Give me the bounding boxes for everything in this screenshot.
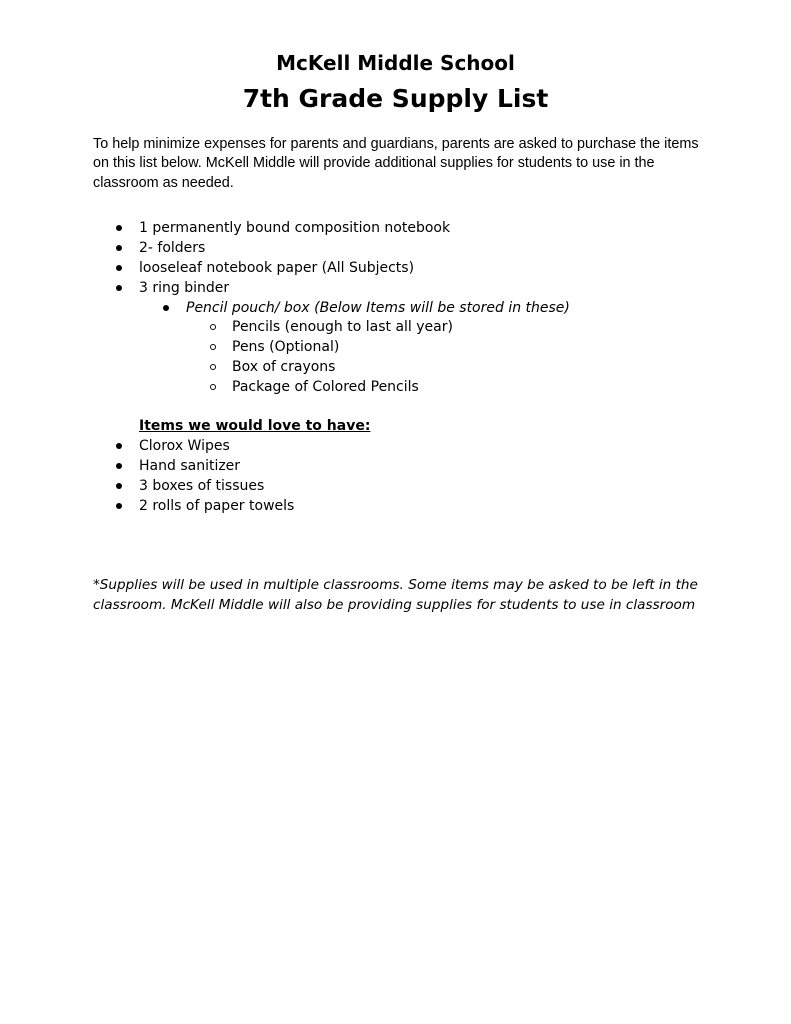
list-item-label: 3 boxes of tissues bbox=[139, 478, 265, 494]
list-item-label: 2- folders bbox=[139, 240, 206, 256]
sub-list-item-label: Package of Colored Pencils bbox=[232, 379, 419, 395]
bullet-icon bbox=[116, 245, 122, 251]
bullet-icon bbox=[116, 265, 122, 271]
list-item-label: looseleaf notebook paper (All Subjects) bbox=[139, 260, 415, 276]
list-item-label: Hand sanitizer bbox=[139, 458, 241, 474]
bullet-icon bbox=[116, 463, 122, 469]
list-item-label: 1 permanently bound composition notebook bbox=[139, 220, 451, 236]
page-title: 7th Grade Supply List bbox=[242, 84, 549, 113]
list-item-label: Pencil pouch/ box (Below Items will be stored in these) bbox=[186, 300, 570, 316]
list-item-label: 2 rolls of paper towels bbox=[139, 498, 295, 514]
sub-list-item-label: Pens (Optional) bbox=[232, 339, 340, 355]
intro-paragraph: To help minimize expenses for parents and guardians, parents are asked to purchase the items on this list below. McKell Middle will provide additional supplies for students to use in the classroom as needed. bbox=[93, 136, 699, 191]
bullet-icon bbox=[116, 503, 122, 509]
bullet-icon bbox=[116, 483, 122, 489]
hollow-bullet-icon bbox=[210, 384, 216, 390]
bullet-icon bbox=[116, 285, 122, 291]
sub-list-item-label: Pencils (enough to last all year) bbox=[232, 319, 453, 335]
list-item-label: 3 ring binder bbox=[139, 280, 230, 296]
sub-list-item-label: Box of crayons bbox=[232, 359, 336, 375]
school-name: McKell Middle School bbox=[276, 51, 515, 75]
footnote: *Supplies will be used in multiple classrooms. Some items may be asked to be left in the classroom. McKell Middle will also be providing supplies for students to use in classroom bbox=[93, 577, 698, 613]
hollow-bullet-icon bbox=[210, 324, 216, 330]
wishlist-heading: Items we would love to have: bbox=[139, 418, 371, 434]
list-item-label: Clorox Wipes bbox=[139, 438, 230, 454]
hollow-bullet-icon bbox=[210, 344, 216, 350]
bullet-icon bbox=[116, 443, 122, 449]
bullet-icon bbox=[163, 305, 169, 311]
hollow-bullet-icon bbox=[210, 364, 216, 370]
bullet-icon bbox=[116, 225, 122, 231]
